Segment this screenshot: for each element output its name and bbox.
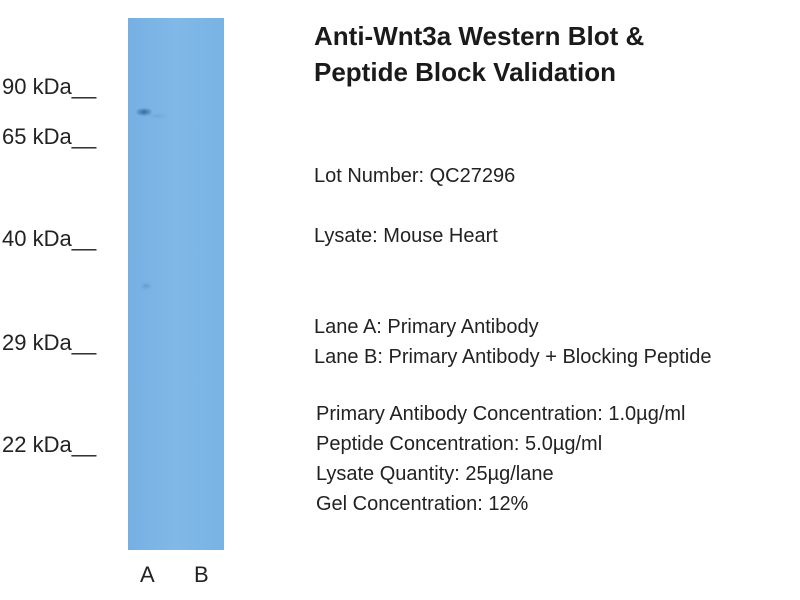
gel-concentration: Gel Concentration: 12% [316,493,529,515]
lysate-type: Lysate: Mouse Heart [314,225,498,247]
antibody-concentration: Primary Antibody Concentration: 1.0µg/ml [316,403,686,425]
marker-label-90kda: 90 kDa__ [2,74,97,99]
lane-label-a: A [140,562,155,587]
western-blot-membrane [128,18,224,550]
marker-label-29kda: 29 kDa__ [2,330,97,355]
lane-label-b: B [194,562,209,587]
peptide-concentration: Peptide Concentration: 5.0µg/ml [316,433,603,455]
lane-a-band-faint [137,280,155,292]
lane-a-description: Lane A: Primary Antibody [314,316,539,338]
lane-a-band-tail [144,112,172,120]
page-title [314,18,644,90]
marker-label-22kda: 22 kDa__ [2,432,97,457]
lane-b-description: Lane B: Primary Antibody + Blocking Peptide [314,346,712,368]
marker-label-40kda: 40 kDa__ [2,226,97,251]
blot-image [128,18,224,550]
lysate-quantity: Lysate Quantity: 25µg/lane [316,463,554,485]
title-line-2: Peptide Block Validation [314,57,616,87]
title-line-1: Anti-Wnt3a Western Blot & [314,21,645,51]
marker-label-65kda: 65 kDa__ [2,124,97,149]
lot-number: Lot Number: QC27296 [314,165,516,187]
